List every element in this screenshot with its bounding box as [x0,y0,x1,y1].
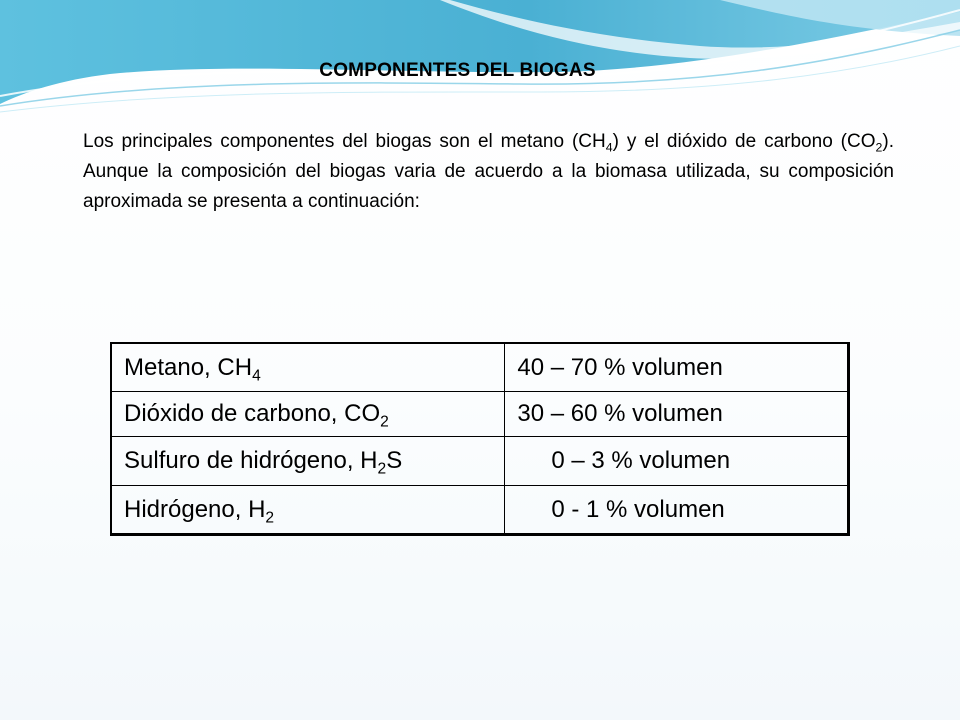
component-value-cell: 40 – 70 % volumen [505,343,849,392]
component-value-cell: 30 – 60 % volumen [505,392,849,437]
component-value-cell: 0 - 1 % volumen [505,486,849,535]
component-subscript: 2 [380,413,389,431]
component-name-cell [111,343,505,392]
intro-text-part-3: ). Aunque la composición del biogas varia de acuerdo a la biomasa utilizada, su composición aproximada se presenta a continuación: [83,131,894,212]
component-subscript: 4 [252,366,261,384]
intro-text-part-2: ) y el dióxido de carbono (CO [612,131,876,152]
table-row [111,343,849,392]
component-name: Sulfuro de hidrógeno, H [124,447,378,474]
intro-paragraph [83,127,894,217]
table-row [111,486,849,535]
intro-subscript-ch4: 4 [605,140,613,155]
component-name: Hidrógeno, H [124,495,266,523]
component-name-cell [111,392,505,437]
component-name-cell [111,437,505,486]
composition-table [110,342,850,536]
intro-subscript-co2: 2 [875,140,883,155]
table-row [111,392,849,437]
table-row [111,437,849,486]
slide-title: COMPONENTES DEL BIOGAS [319,60,596,81]
intro-text-part-1: Los principales componentes del biogas son el metano (CH [83,131,606,152]
component-name-cell [111,486,505,535]
component-name: Dióxido de carbono, CO [124,400,381,427]
component-subscript: 2 [377,460,387,478]
component-subscript: 2 [265,508,275,526]
component-suffix: S [386,447,403,474]
component-name: Metano, CH [124,353,253,381]
component-value-cell: 0 – 3 % volumen [505,437,849,486]
